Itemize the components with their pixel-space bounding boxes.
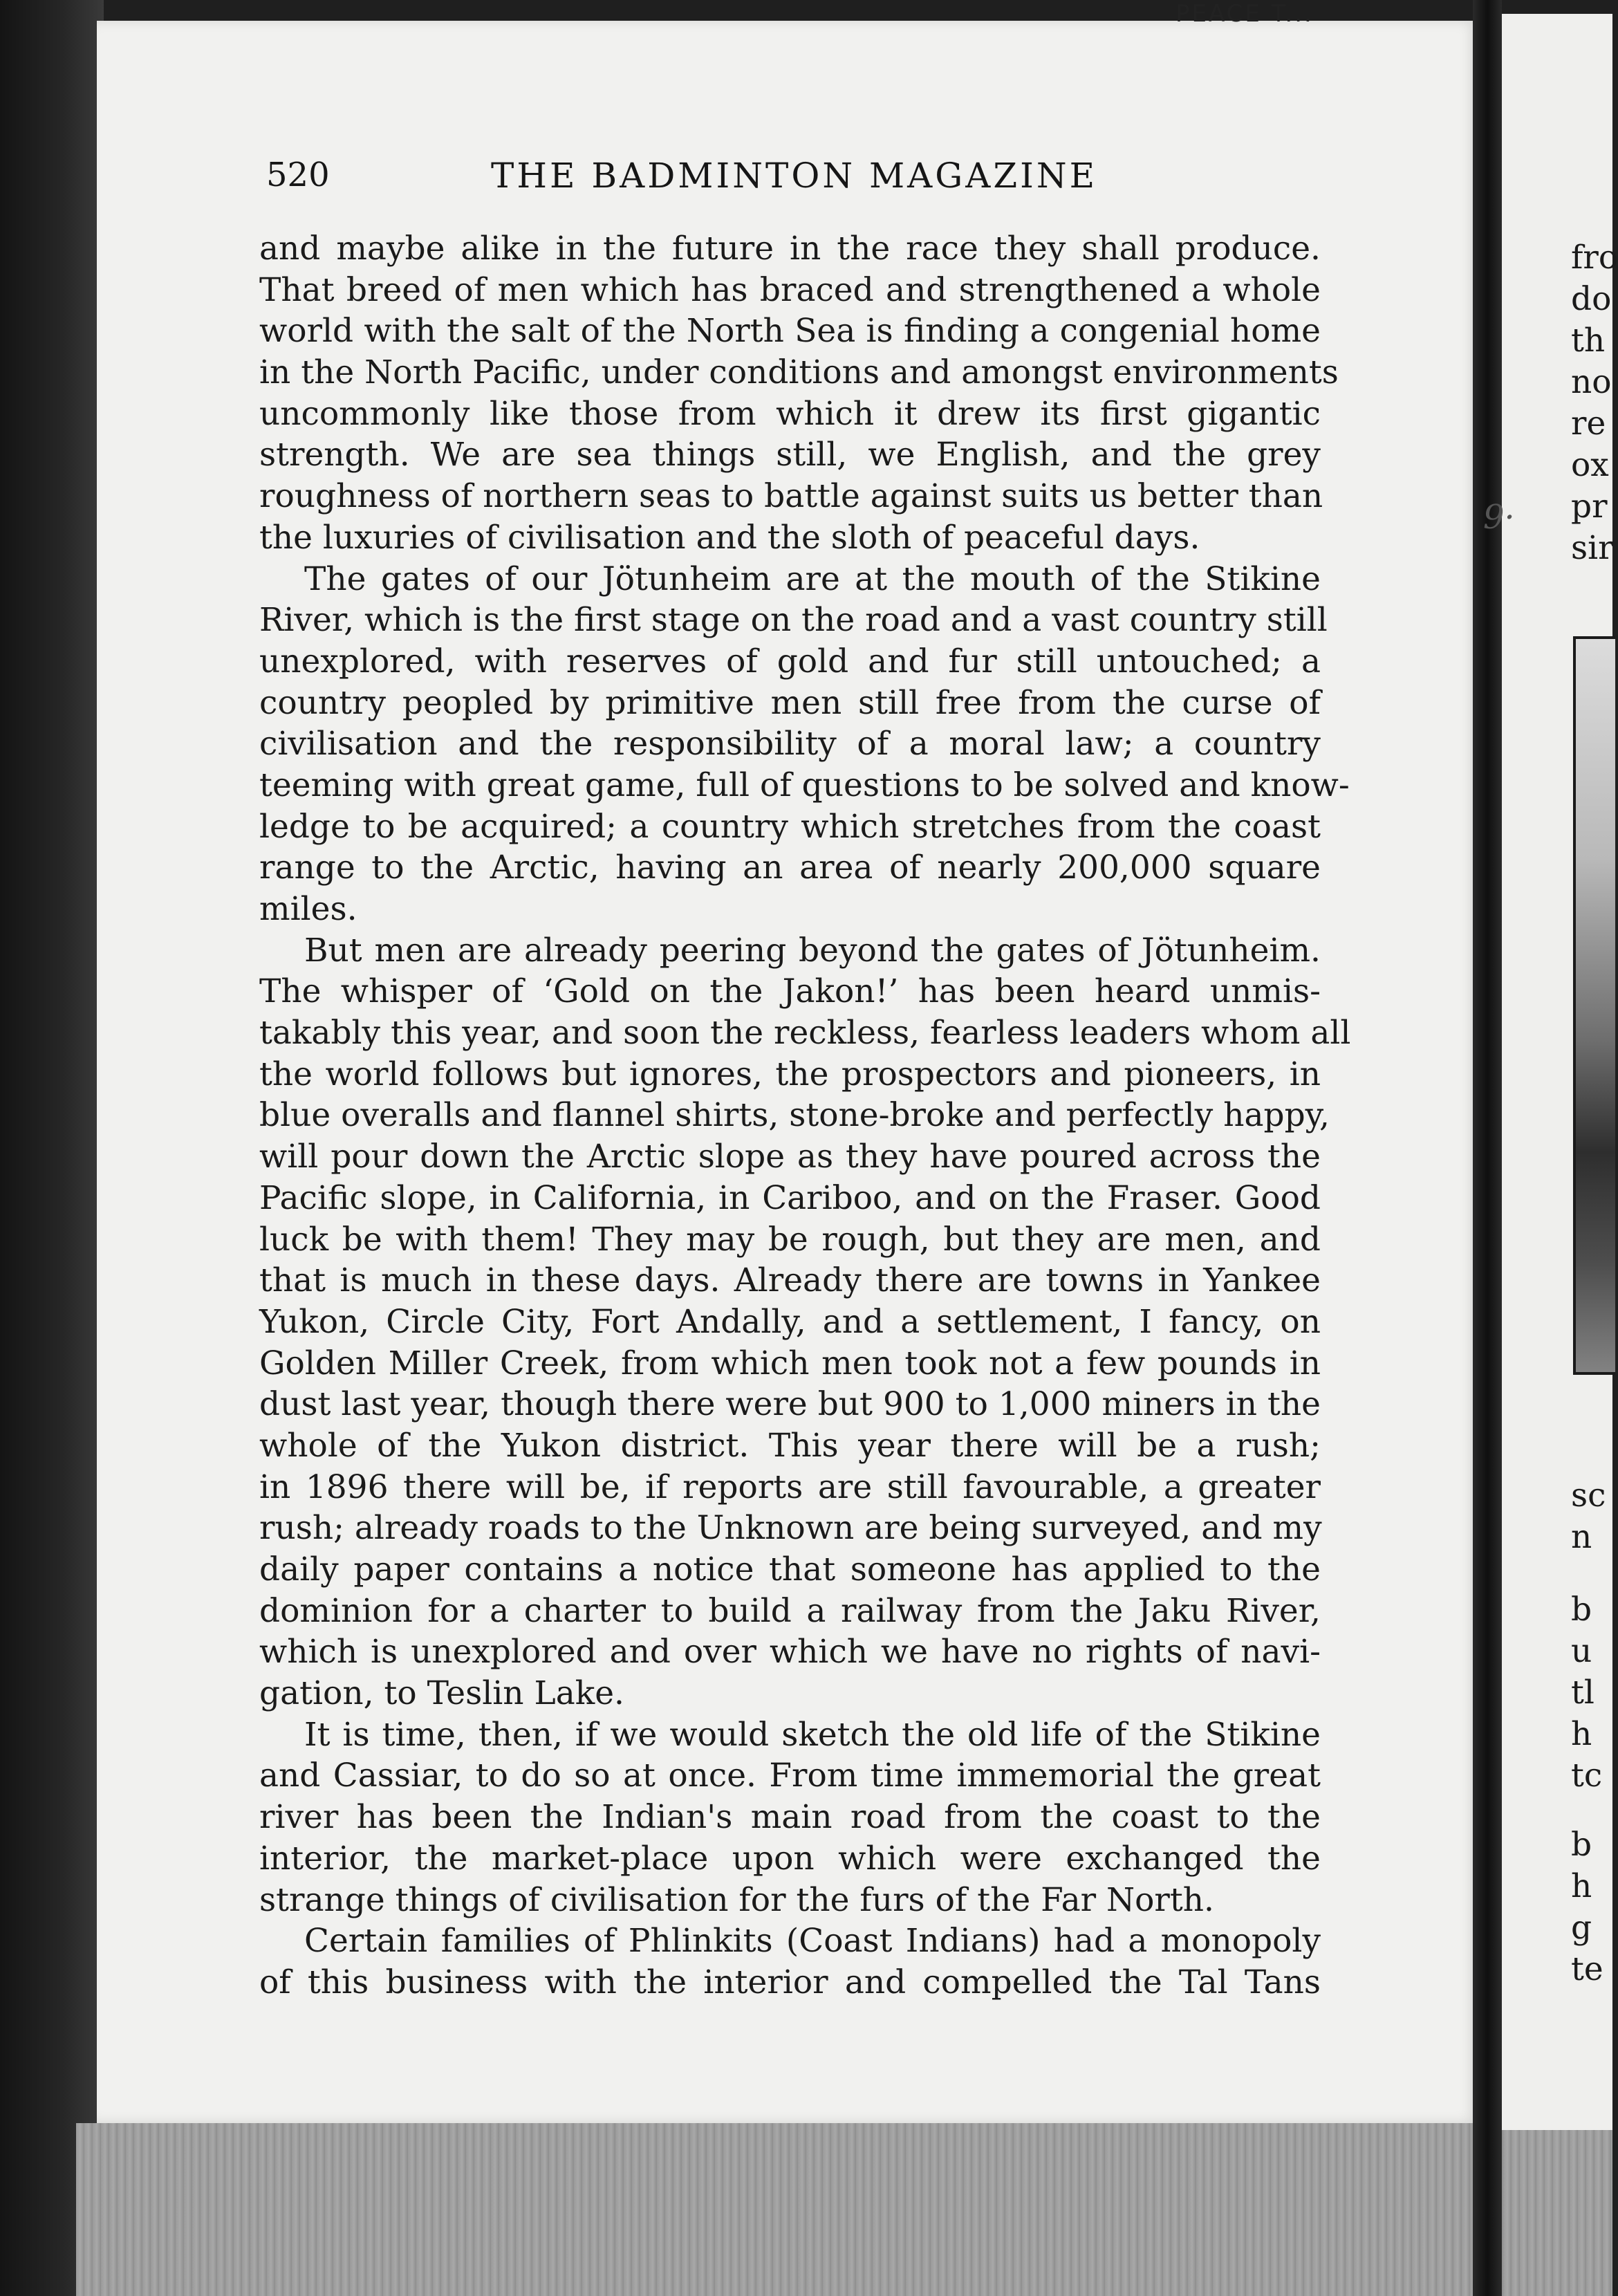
text-line <box>259 1631 1321 1673</box>
text-line-content: teeming with great game, full of questions to be solved and know- <box>259 766 1350 804</box>
text-line-content: River, which is the first stage on the road and a vast country still <box>259 601 1328 640</box>
text-line <box>259 683 1321 724</box>
text-line-content: interior, the market-place upon which were exchanged the <box>259 1839 1321 1878</box>
bottom-scan-band <box>76 2123 1612 2296</box>
facing-page-text-fragment: do <box>1571 280 1612 318</box>
text-line-content: That breed of men which has braced and strengthened a whole <box>259 270 1321 309</box>
text-line <box>259 434 1321 476</box>
facing-page-text-fragment: th <box>1571 322 1606 360</box>
text-line-content: Golden Miller Creek, from which men took not a few pounds in <box>259 1344 1321 1382</box>
text-line <box>259 1591 1321 1632</box>
facing-page-text-fragment: n <box>1571 1518 1592 1556</box>
left-page-edge <box>0 0 104 2296</box>
text-line-content: uncommonly like those from which it drew its first gigantic <box>259 394 1321 433</box>
text-line <box>259 641 1321 683</box>
text-line <box>259 1714 1321 1756</box>
handwritten-note: PEACE T... <box>1175 0 1314 28</box>
text-line-content: the luxuries of civilisation and the sloth of peaceful days. <box>259 518 1200 557</box>
facing-page-text-fragment: no <box>1571 363 1612 401</box>
text-line-content: and Cassiar, to do so at once. From time immemorial the great <box>259 1757 1321 1795</box>
text-line-content: of this business with the interior and compelled the Tal Tans <box>259 1963 1321 2001</box>
text-line <box>259 847 1321 889</box>
margin-mark: 9· <box>1483 498 1515 537</box>
text-line-content: range to the Arctic, having an area of nearly 200,000 square <box>259 849 1321 887</box>
text-line-content: rush; already roads to the Unknown are being surveyed, and my <box>259 1509 1322 1548</box>
running-title: THE BADMINTON MAGAZINE <box>491 156 1098 196</box>
text-line-content: and maybe alike in the future in the race they shall produce. <box>259 230 1321 268</box>
facing-page-text-fragment: h <box>1571 1715 1592 1753</box>
text-line-content: roughness of northern seas to battle against suits us better than <box>259 477 1323 516</box>
text-line <box>259 1549 1321 1591</box>
page-gutter <box>1473 0 1502 2296</box>
facing-page-text-fragment: tc <box>1571 1757 1603 1795</box>
facing-page-photo <box>1573 636 1615 1375</box>
text-line-content: which is unexplored and over which we have no rights of navi- <box>259 1633 1321 1672</box>
text-line-content: in 1896 there will be, if reports are still favourable, a greater <box>259 1468 1321 1506</box>
text-line <box>259 1260 1321 1302</box>
text-line <box>259 1219 1321 1261</box>
text-line <box>259 394 1321 435</box>
text-line-content: It is time, then, if we would sketch the old life of the Stikine <box>304 1715 1321 1754</box>
page-header <box>266 156 1317 204</box>
text-line-content: civilisation and the responsibility of a moral law; a country <box>259 725 1321 763</box>
text-line-content: strength. We are sea things still, we English, and the grey <box>259 436 1321 474</box>
text-line-content: will pour down the Arctic slope as they have poured across the <box>259 1138 1321 1176</box>
text-line <box>259 559 1321 600</box>
facing-page-text-fragment: fro <box>1571 239 1618 277</box>
text-line <box>259 1095 1330 1136</box>
text-line <box>259 1178 1321 1219</box>
facing-page-text-fragment: b <box>1571 1591 1592 1629</box>
text-line <box>259 270 1321 311</box>
text-line-content: Yukon, Circle City, Fort Andally, and a settlement, I fancy, on <box>259 1302 1321 1341</box>
text-line <box>259 352 1339 394</box>
text-line-content: But men are already peering beyond the gates of Jötunheim. <box>304 931 1321 970</box>
text-line-content: dominion for a charter to build a railway from the Jaku River, <box>259 1591 1321 1630</box>
text-line-content: strange things of civilisation for the furs of the Far North. <box>259 1880 1214 1919</box>
text-line <box>259 600 1328 641</box>
text-line-content: The gates of our Jötunheim are at the mouth of the Stikine <box>304 559 1321 598</box>
facing-page-text-fragment: u <box>1571 1632 1592 1670</box>
text-line <box>259 1302 1321 1343</box>
text-line-content: whole of the Yukon district. This year there will be a rush; <box>259 1426 1321 1465</box>
text-line <box>259 1962 1321 2003</box>
text-line-content: daily paper contains a notice that someone has applied to the <box>259 1550 1321 1589</box>
text-line-content: miles. <box>259 890 357 928</box>
text-line-content: gation, to Teslin Lake. <box>259 1674 624 1713</box>
text-line <box>259 311 1321 352</box>
facing-page-text-fragment: te <box>1571 1950 1603 1988</box>
text-line-content: takably this year, and soon the reckless, fearless leaders whom all <box>259 1014 1351 1053</box>
text-line-content: Pacific slope, in California, in Cariboo, and on the Fraser. Good <box>259 1178 1321 1217</box>
text-line-content: dust last year, though there were but 900 to 1,000 miners in the <box>259 1385 1321 1424</box>
facing-page-text-fragment: pr <box>1571 488 1608 526</box>
text-line <box>259 1920 1321 1962</box>
text-line-content: world with the salt of the North Sea is finding a congenial home <box>259 312 1321 351</box>
text-line <box>259 723 1321 765</box>
text-line <box>259 1136 1321 1178</box>
text-line <box>259 1425 1321 1467</box>
text-line-content: unexplored, with reserves of gold and fur still untouched; a <box>259 642 1321 681</box>
text-line <box>259 476 1321 517</box>
text-line-content: country peopled by primitive men still free from the curse of <box>259 683 1321 722</box>
text-line <box>259 1012 1351 1054</box>
text-line <box>259 1508 1321 1549</box>
facing-page-text-fragment: h <box>1571 1867 1592 1905</box>
facing-page-text-fragment: tl <box>1571 1674 1594 1712</box>
text-line <box>259 1467 1321 1508</box>
text-line-content: that is much in these days. Already there are towns in Yankee <box>259 1261 1321 1300</box>
page-number: 520 <box>266 156 330 194</box>
text-line <box>259 765 1350 806</box>
text-line <box>259 1838 1321 1880</box>
body-text <box>259 228 1351 2003</box>
text-line <box>259 1673 1321 1714</box>
facing-page-text-fragment: sir <box>1571 529 1614 567</box>
text-line <box>259 1384 1321 1425</box>
text-line-content: Certain families of Phlinkits (Coast Indians) had a monopoly <box>304 1922 1321 1961</box>
text-line <box>259 1755 1321 1797</box>
text-line-content: ledge to be acquired; a country which stretches from the coast <box>259 807 1321 846</box>
facing-page-text-fragment: ox <box>1571 446 1609 484</box>
text-line <box>259 971 1321 1012</box>
text-line <box>259 517 1321 559</box>
text-line-content: the world follows but ignores, the prospectors and pioneers, in <box>259 1055 1321 1093</box>
text-line <box>259 1880 1321 1921</box>
text-line <box>259 1054 1321 1095</box>
facing-page-text-fragment: g <box>1571 1909 1592 1947</box>
text-line <box>259 806 1321 848</box>
text-line <box>259 1343 1321 1385</box>
text-line <box>259 889 1321 930</box>
facing-page-text-fragment: b <box>1571 1826 1592 1864</box>
text-line-content: in the North Pacific, under conditions and amongst environments <box>259 353 1339 392</box>
text-line <box>259 228 1321 270</box>
facing-page-text-fragment: re <box>1571 405 1606 443</box>
text-line-content: The whisper of ‘Gold on the Jakon!’ has been heard unmis- <box>259 972 1321 1011</box>
facing-page-text-fragment: sc <box>1571 1476 1606 1515</box>
text-line-content: luck be with them! They may be rough, but they are men, and <box>259 1220 1321 1259</box>
text-line <box>259 930 1321 972</box>
text-line-content: river has been the Indian's main road from the coast to the <box>259 1798 1321 1837</box>
text-line-content: blue overalls and flannel shirts, stone-broke and perfectly happy, <box>259 1096 1330 1135</box>
text-line <box>259 1797 1321 1838</box>
